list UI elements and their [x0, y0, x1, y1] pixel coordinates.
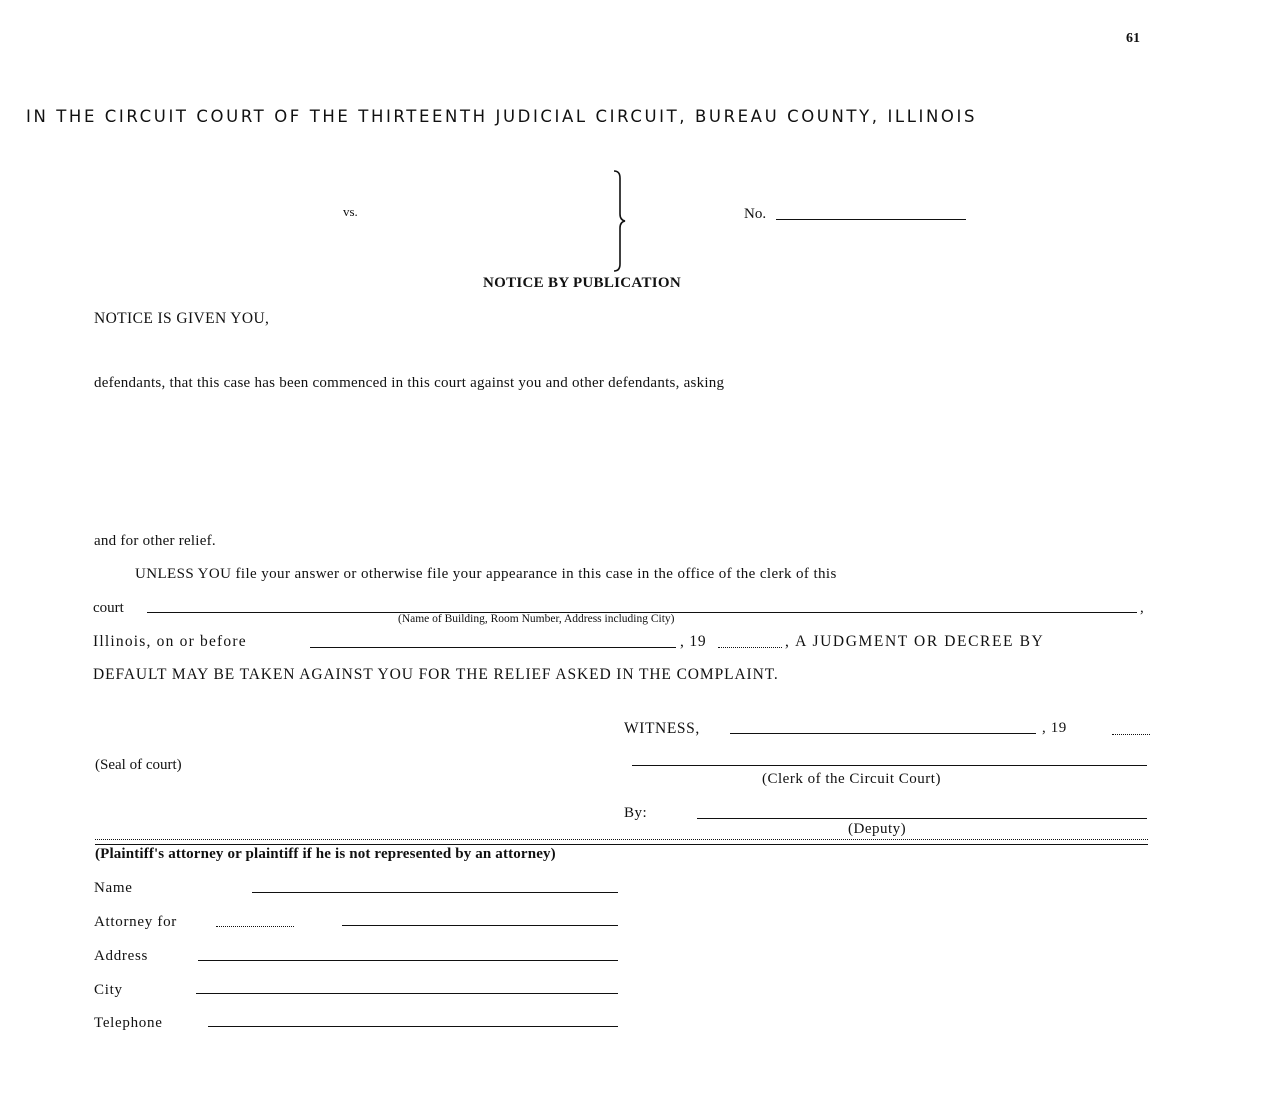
witness-year-field[interactable]: [1112, 734, 1150, 735]
deputy-signature-field[interactable]: [697, 818, 1147, 819]
notice-given-text: NOTICE IS GIVEN YOU,: [94, 310, 270, 327]
attorney-heading: (Plaintiff's attorney or plaintiff if he is not represented by an attorney): [95, 846, 556, 862]
deadline-date-field[interactable]: [310, 647, 676, 648]
court-comma: ,: [1140, 600, 1144, 616]
witness-date-field[interactable]: [730, 733, 1036, 734]
telephone-label: Telephone: [94, 1015, 163, 1031]
unless-paragraph: UNLESS YOU file your answer or otherwise file your appearance in this case in the office of the clerk of this: [135, 566, 837, 582]
by-label: By:: [624, 805, 648, 821]
vs-label: vs.: [343, 204, 358, 219]
seal-label: (Seal of court): [95, 757, 182, 773]
judgment-text: , A JUDGMENT OR DECREE BY: [785, 633, 1045, 650]
witness-label: WITNESS,: [624, 720, 700, 737]
address-label: Address: [94, 948, 149, 964]
deputy-label: (Deputy): [848, 821, 907, 837]
address-hint: (Name of Building, Room Number, Address including City): [398, 613, 675, 625]
case-number-field[interactable]: [776, 219, 966, 220]
witness-year-label: , 19: [1042, 720, 1067, 736]
default-warning-text: DEFAULT MAY BE TAKEN AGAINST YOU FOR THE RELIEF ASKED IN THE COMPLAINT.: [93, 666, 779, 683]
notice-title: NOTICE BY PUBLICATION: [483, 275, 681, 291]
defendants-paragraph: defendants, that this case has been commenced in this court against you and other defendants, asking: [94, 375, 725, 391]
attorney-for-field[interactable]: [342, 925, 618, 926]
page-number: 61: [1126, 31, 1140, 46]
other-relief-text: and for other relief.: [94, 533, 216, 549]
attorney-for-field-a[interactable]: [216, 926, 294, 927]
city-label: City: [94, 982, 123, 998]
illinois-date-label: Illinois, on or before: [93, 633, 247, 650]
caption-brace-icon: [612, 170, 628, 272]
section-separator-dotted: [95, 839, 1148, 840]
court-label: court: [93, 600, 124, 616]
clerk-signature-field[interactable]: [632, 765, 1147, 766]
city-field[interactable]: [196, 993, 618, 994]
court-header: IN THE CIRCUIT COURT OF THE THIRTEENTH JUDICIAL CIRCUIT, BUREAU COUNTY, ILLINOIS: [26, 107, 978, 126]
case-number-label: No.: [744, 206, 767, 222]
year-prefix: , 19: [680, 633, 707, 650]
address-field[interactable]: [198, 960, 618, 961]
telephone-field[interactable]: [208, 1026, 618, 1027]
clerk-label: (Clerk of the Circuit Court): [762, 771, 941, 787]
attorney-name-label: Name: [94, 880, 133, 896]
deadline-year-field[interactable]: [718, 647, 782, 648]
attorney-name-field[interactable]: [252, 892, 618, 893]
section-separator: [95, 844, 1148, 845]
attorney-for-label: Attorney for: [94, 914, 177, 930]
